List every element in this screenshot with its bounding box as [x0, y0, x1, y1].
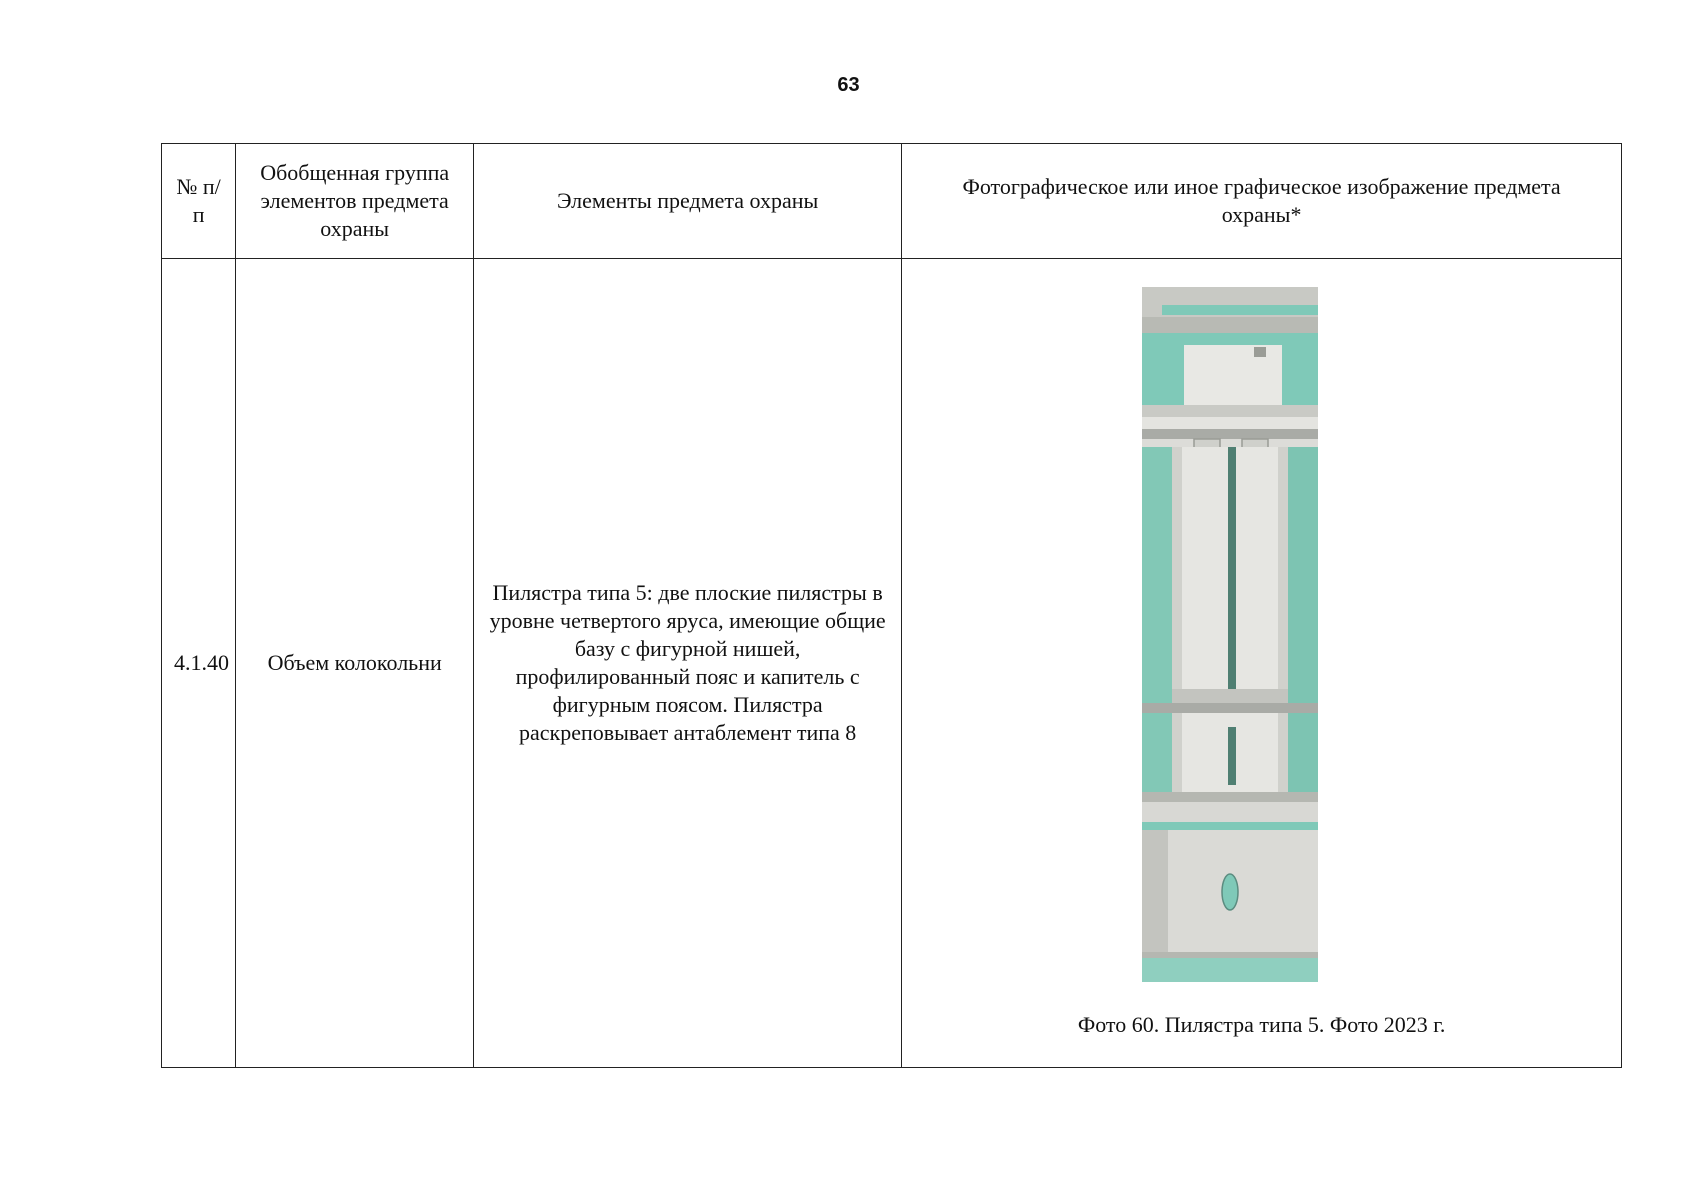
table-header-row — [162, 144, 1622, 259]
header-number: № п/п — [162, 144, 236, 259]
pilaster-photo — [1142, 287, 1318, 982]
header-elements: Элементы предмета охраны — [474, 144, 902, 259]
table-row — [162, 259, 1622, 1068]
page-number: 63 — [837, 74, 860, 96]
row-group: Объем колокольни — [236, 259, 474, 1068]
row-elements: Пилястра типа 5: две плоские пилястры в уровне четвертого яруса, имеющие общие базу с фигурной нишей, профилированный пояс и капитель с фигурным поясом. Пилястра раскреповывает антаблемент типа 8 — [474, 259, 902, 1068]
photo-caption: Фото 60. Пилястра типа 5. Фото 2023 г. — [1077, 1012, 1446, 1037]
protection-items-table — [161, 143, 1622, 1068]
row-photo-cell — [902, 259, 1622, 1068]
row-number: 4.1.40 — [162, 259, 236, 1068]
header-photo: Фотографическое или иное графическое изображение предмета охраны* — [902, 144, 1622, 259]
header-group: Обобщенная группа элементов предмета охраны — [236, 144, 474, 259]
